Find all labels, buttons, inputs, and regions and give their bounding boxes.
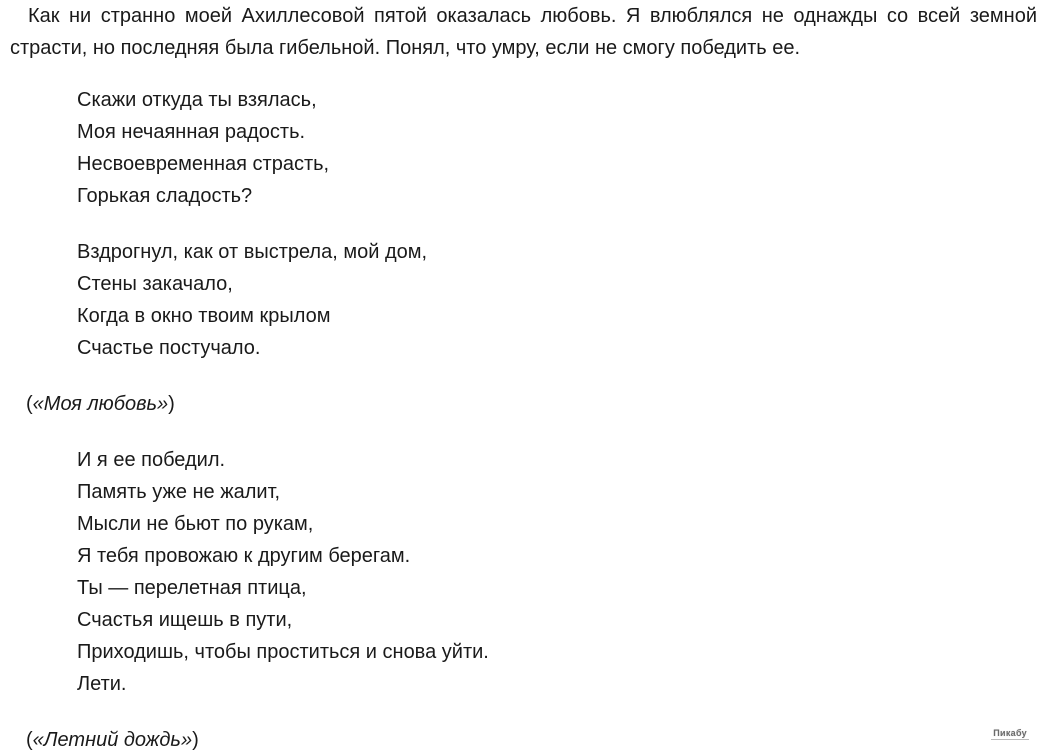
poem-caption-2 bbox=[26, 724, 199, 756]
poem-line: Приходишь, чтобы проститься и снова уйти. bbox=[77, 641, 489, 663]
poem-line: Несвоевременная страсть, bbox=[77, 153, 330, 175]
caption-open-paren: ( bbox=[26, 729, 33, 751]
poem-line: Моя нечаянная радость. bbox=[77, 121, 306, 143]
caption-close-paren: ) bbox=[168, 393, 175, 415]
poem-caption-1 bbox=[26, 388, 175, 420]
poem-line: Счастья ищешь в пути, bbox=[77, 609, 293, 631]
poem-line: Я тебя провожаю к другим берегам. bbox=[77, 545, 411, 567]
poem-line: Память уже не жалит, bbox=[77, 481, 281, 503]
caption-open-paren: ( bbox=[26, 393, 33, 415]
poem-line: Счастье постучало. bbox=[77, 337, 261, 359]
caption-title: «Летний дождь» bbox=[32, 729, 193, 751]
intro-paragraph: Как ни странно моей Ахиллесовой пятой оказалась любовь. Я влюблялся не однажды со всей земной страсти, но последняя была гибельной. Понял, что умру, если не смогу победить ее. bbox=[10, 5, 1037, 59]
poem-line: Горькая сладость? bbox=[77, 185, 253, 207]
poem-stanza-2 bbox=[77, 236, 427, 364]
poem-line: Лети. bbox=[77, 673, 127, 695]
caption-title: «Моя любовь» bbox=[32, 393, 169, 415]
poem-line: И я ее победил. bbox=[77, 449, 226, 471]
caption-close-paren: ) bbox=[192, 729, 199, 751]
poem-stanza-1 bbox=[77, 84, 329, 212]
poem-line: Скажи откуда ты взялась, bbox=[77, 89, 317, 111]
poem-line: Ты — перелетная птица, bbox=[77, 577, 307, 599]
poem-line: Вздрогнул, как от выстрела, мой дом, bbox=[77, 241, 428, 263]
poem-line: Мысли не бьют по рукам, bbox=[77, 513, 314, 535]
poem-line: Стены закачало, bbox=[77, 273, 233, 295]
site-watermark: Пикабу bbox=[993, 728, 1027, 738]
poem-stanza-3 bbox=[77, 444, 489, 700]
poem-line: Когда в окно твоим крылом bbox=[77, 305, 331, 327]
